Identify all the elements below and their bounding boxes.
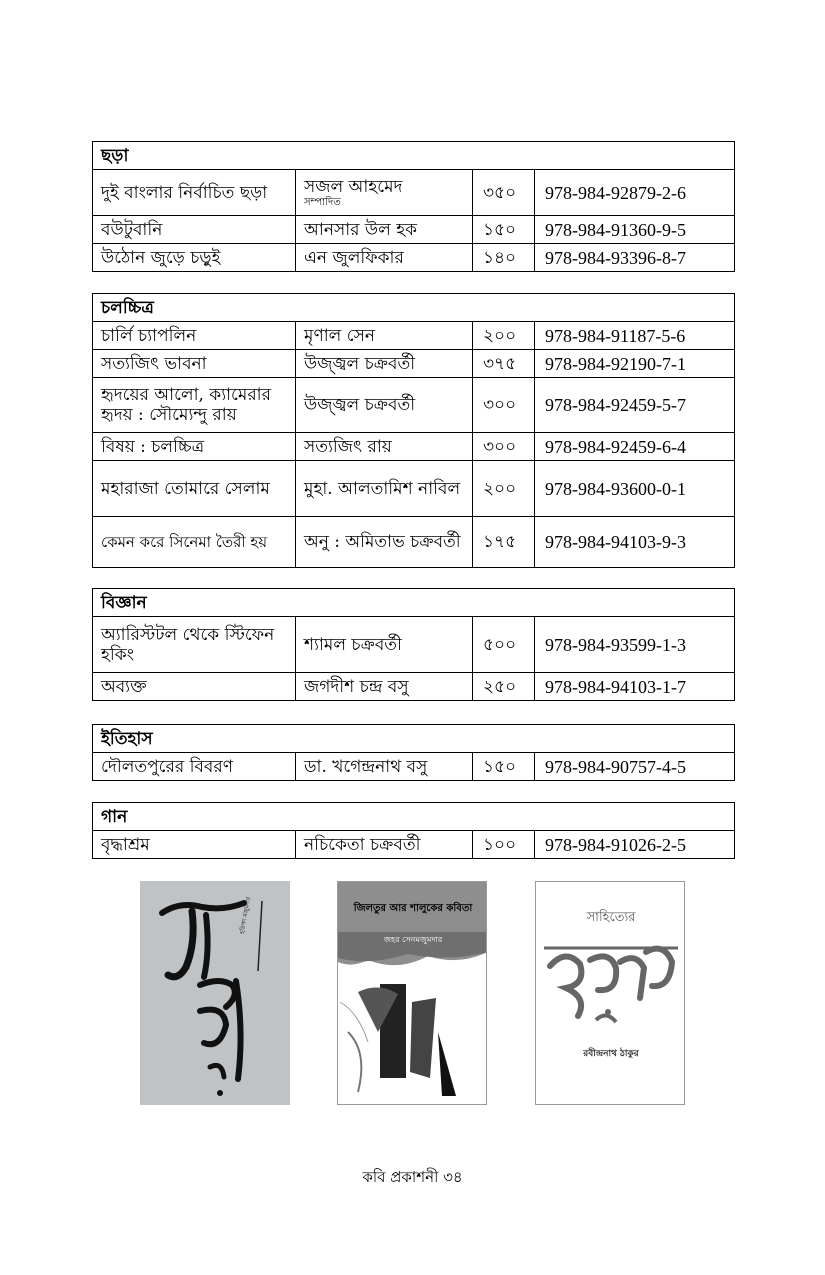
book-row <box>93 378 735 433</box>
book-isbn: 978-984-93599-1-3 <box>535 617 735 673</box>
book-row <box>93 673 735 701</box>
book-price: ৩৭৫ <box>473 350 535 378</box>
book-price: ১৪০ <box>473 244 535 272</box>
book-isbn: 978-984-91026-2-5 <box>535 831 735 859</box>
book-row <box>93 831 735 859</box>
cover-title: জিলতুর আর শালুকের কবিতা <box>353 903 473 914</box>
book-author: এন জুলফিকার <box>296 244 473 272</box>
book-row <box>93 244 735 272</box>
cover-calligraphy-art <box>536 882 686 1106</box>
book-price: ৩০০ <box>473 378 535 433</box>
book-row <box>93 216 735 244</box>
book-author: অনু : অমিতাভ চক্রবর্তী <box>296 517 473 568</box>
section-biggan <box>92 588 735 701</box>
book-row <box>93 753 735 781</box>
section-heading: চলচ্চিত্র <box>93 294 735 322</box>
book-isbn: 978-984-94103-9-3 <box>535 517 735 568</box>
page-footer: কবি প্রকাশনী ৩৪ <box>362 1168 463 1186</box>
cover-top-text: সাহিত্যের <box>586 910 636 925</box>
author-note: সম্পাদিত <box>304 196 341 208</box>
book-author: সত্যজিৎ রায় <box>296 433 473 461</box>
book-cover-surup <box>535 881 685 1105</box>
book-title: সত্যজিৎ ভাবনা <box>93 350 296 378</box>
book-title: দৌলতপুরের বিবরণ <box>93 753 296 781</box>
book-price: ৩০০ <box>473 433 535 461</box>
book-isbn: 978-984-91360-9-5 <box>535 216 735 244</box>
book-title: বিষয় : চলচ্চিত্র <box>93 433 296 461</box>
book-price: ২০০ <box>473 322 535 350</box>
book-author: সজল আহমেদ <box>304 176 403 197</box>
book-isbn: 978-984-92190-7-1 <box>535 350 735 378</box>
book-price: ৩৫০ <box>473 170 535 216</box>
section-heading: ইতিহাস <box>93 725 735 753</box>
book-title: চার্লি চ্যাপলিন <box>93 322 296 350</box>
book-author: জগদীশ চন্দ্র বসু <box>296 673 473 701</box>
book-author: নচিকেতা চক্রবর্তী <box>296 831 473 859</box>
book-isbn: 978-984-92459-6-4 <box>535 433 735 461</box>
book-author: উজ্জ্বল চক্রবর্তী <box>296 350 473 378</box>
cover-title: সুরূপ <box>603 1032 619 1040</box>
book-cover-jiltur <box>337 881 487 1105</box>
section-heading: ছড়া <box>93 142 735 170</box>
cover-title: জীবন্ত <box>269 1091 286 1099</box>
book-isbn: 978-984-93600-0-1 <box>535 461 735 517</box>
book-price: ২০০ <box>473 461 535 517</box>
book-title: দুই বাংলার নির্বাচিত ছড়া <box>93 170 296 216</box>
book-title: হৃদয়ের আলো, ক্যামেরার হৃদয় : সৌম্যেন্দু রায় <box>93 378 296 433</box>
book-isbn: 978-984-94103-1-7 <box>535 673 735 701</box>
book-row <box>93 322 735 350</box>
book-price: ২৫০ <box>473 673 535 701</box>
book-author: মৃণাল সেন <box>296 322 473 350</box>
book-title: কেমন করে সিনেমা তৈরী হয় <box>93 517 296 568</box>
book-price: ১৭৫ <box>473 517 535 568</box>
section-gaan <box>92 802 735 859</box>
book-title: অব্যক্ত <box>93 673 296 701</box>
cover-calligraphy-art <box>140 881 290 1105</box>
section-chhora <box>92 141 735 272</box>
book-row <box>93 170 735 216</box>
section-cholochchitro <box>92 293 735 568</box>
book-price: ১৫০ <box>473 216 535 244</box>
cover-author: হরিপদ মজুমদার <box>238 896 253 935</box>
book-author: মুহা. আলতামিশ নাবিল <box>296 461 473 517</box>
cover-author: জহর সেনমজুমদার <box>383 935 443 944</box>
book-row <box>93 461 735 517</box>
section-heading: বিজ্ঞান <box>93 589 735 617</box>
book-author-cell <box>296 170 473 216</box>
book-isbn: 978-984-93396-8-7 <box>535 244 735 272</box>
book-isbn: 978-984-92459-5-7 <box>535 378 735 433</box>
book-price: ৫০০ <box>473 617 535 673</box>
book-price: ১০০ <box>473 831 535 859</box>
book-author: ডা. খগেন্দ্রনাথ বসু <box>296 753 473 781</box>
book-title: মহারাজা তোমারে সেলাম <box>93 461 296 517</box>
section-itihas <box>92 724 735 781</box>
book-cover-jibonto <box>140 881 290 1105</box>
book-title: বৃদ্ধাশ্রম <box>93 831 296 859</box>
book-isbn: 978-984-91187-5-6 <box>535 322 735 350</box>
book-row <box>93 350 735 378</box>
book-author: শ্যামল চক্রবর্তী <box>296 617 473 673</box>
book-author: আনসার উল হক <box>296 216 473 244</box>
book-row <box>93 517 735 568</box>
book-row <box>93 617 735 673</box>
section-heading: গান <box>93 803 735 831</box>
book-title: উঠোন জুড়ে চড়ুই <box>93 244 296 272</box>
book-isbn: 978-984-90757-4-5 <box>535 753 735 781</box>
book-isbn: 978-984-92879-2-6 <box>535 170 735 216</box>
book-author: উজ্জ্বল চক্রবর্তী <box>296 378 473 433</box>
book-title: অ্যারিস্টটল থেকে স্টিফেন হকিং <box>93 617 296 673</box>
book-price: ১৫০ <box>473 753 535 781</box>
cover-author: রবীন্দ্রনাথ ঠাকুর <box>583 1049 639 1059</box>
book-row <box>93 433 735 461</box>
book-title: বউটুবানি <box>93 216 296 244</box>
